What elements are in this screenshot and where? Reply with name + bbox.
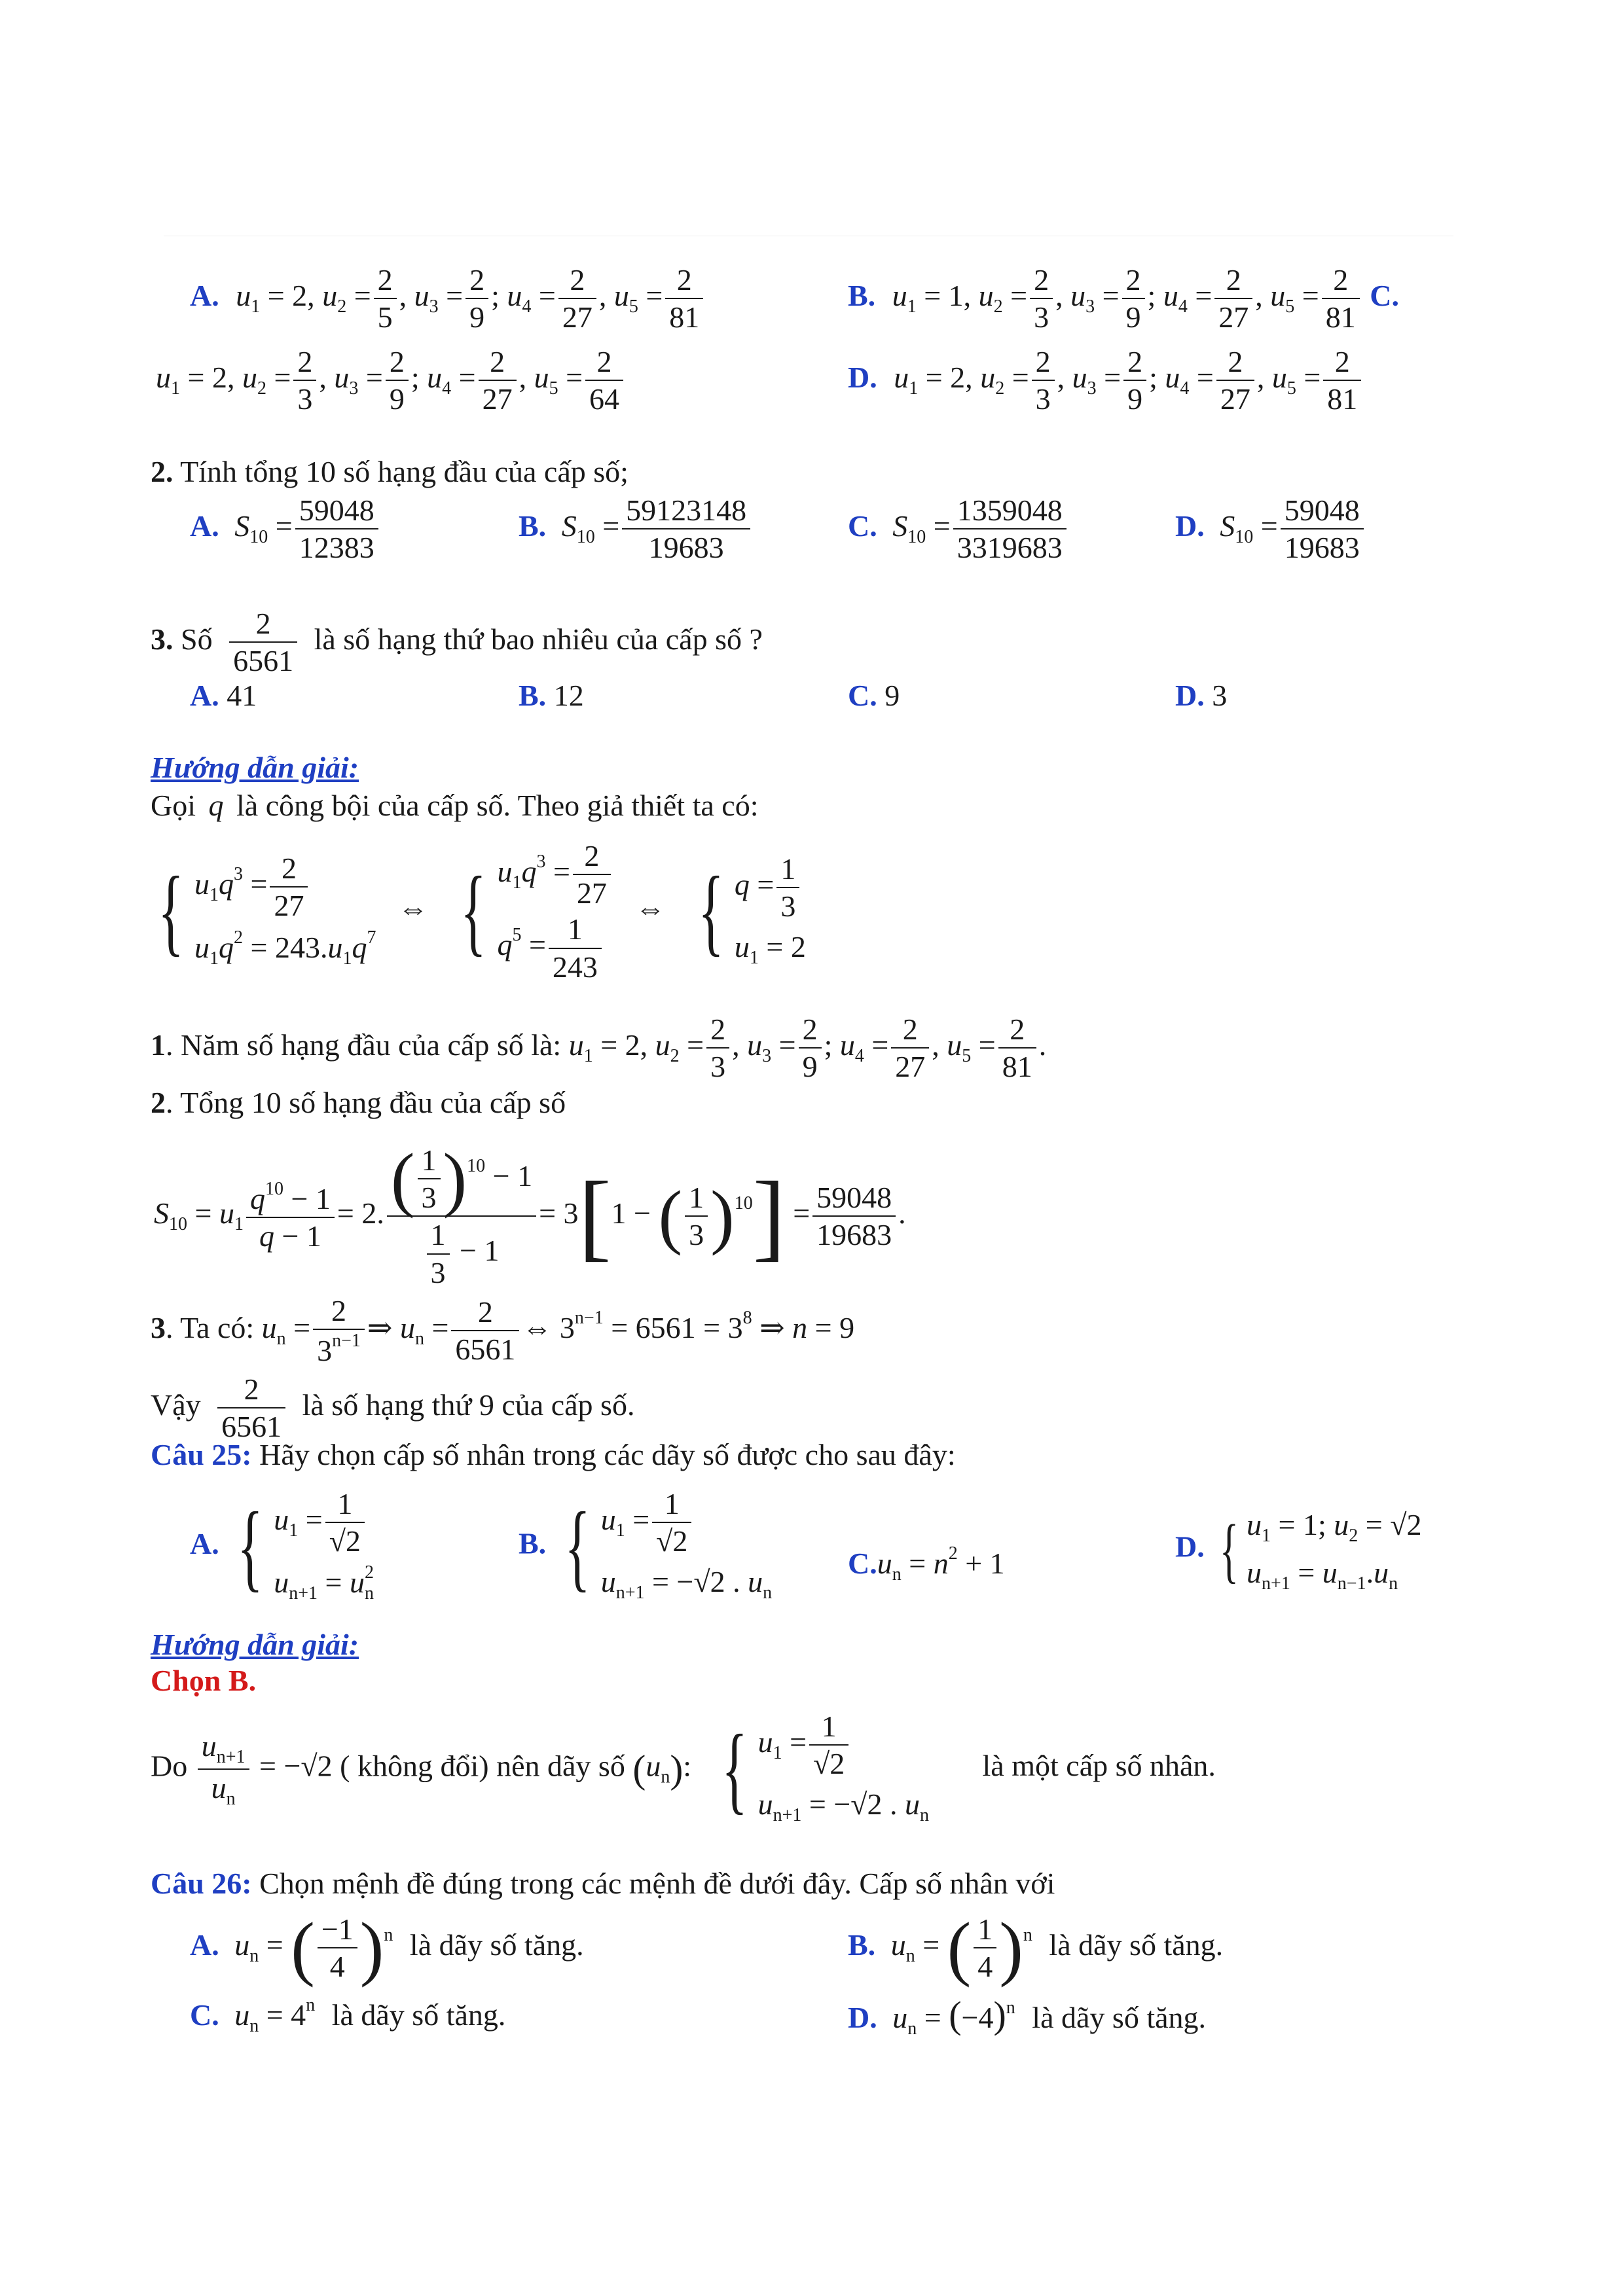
q3-option-c: C. 9 (848, 679, 900, 712)
cau25-answer: Chọn B. (151, 1664, 257, 1697)
cau25-option-c: $C.u_n = n^2 + 1$ (848, 1543, 1005, 1585)
option-label: B. (848, 278, 876, 312)
q2-option-d: D. $S_{10}$ = $\frac{59048}{19683}$ (1175, 492, 1366, 565)
option-label: D. (848, 360, 877, 394)
cau26-option-a: A. $u_n$ = ( $\frac{-1}{4}$ )$^n$ là dãy số tăng. (190, 1908, 584, 1988)
q1-option-a: A. $u_1 = 2$, $u_2$ = $\frac{2}{5}$ , $u_3$ = $\frac{2}{9}$ ; $u_4$ = $\frac{2}{27}$ , $u_5$ = $\frac{2}{81}$ (190, 262, 706, 335)
cau25-option-b: B. { $u_1$ = $\frac{1}{√2}$ $u_{n+1} = -√2$ . $u_n$ (519, 1487, 773, 1604)
cau25-solution-header: Hướng dẫn giải: (151, 1628, 359, 1661)
cau25-explanation: Do $\frac{u_{n+1}}{u_n}$ = −√2 ( không đổi) nên dãy số $(u_n)$: { $u_1$ = $\frac{1}{√2}$ $u_{n+1} = -√2$ . $u_n$ là một cấp số nhân. (151, 1710, 1216, 1826)
q3-option-a: A. 41 (190, 679, 257, 712)
q1-option-d: D. $u_1 = 2$, $u_2$ = $\frac{2}{3}$ , $u_3$ = $\frac{2}{9}$ ; $u_4$ = $\frac{2}{27}$ , $u_5$ = $\frac{2}{81}$ (848, 344, 1364, 417)
q3-option-b: B. 12 (519, 679, 584, 712)
q2-prompt: 2. Tính tổng 10 số hạng đầu của cấp số; (151, 455, 629, 488)
option-label: A. (190, 278, 219, 312)
solution-header: Hướng dẫn giải: (151, 751, 359, 784)
solution-conclusion: Vậy $\frac{2}{6561}$ là số hạng thứ 9 của cấp số. (151, 1372, 635, 1444)
solution-sum-formula: $S_{10} = u_1$ $\frac{q^{10} - 1}{q - 1}$ = 2. ( $\frac{1}{3}$ )$^{10}$ − 1 $\frac{1}{3}$ − 1 = 3[1 − ( $\frac{1}{3}$ )$^{10}$] = $\frac{59048}{19683}$ . (154, 1139, 906, 1289)
q1-option-c: $u_1 = 2$, $u_2$ = $\frac{2}{3}$ , $u_3$ = $\frac{2}{9}$ ; $u_4$ = $\frac{2}{27}$ , $u_5$ = $\frac{2}{64}$ (156, 344, 626, 417)
q2-option-a: A. $S_{10}$ = $\frac{59048}{12383}$ (190, 492, 381, 565)
cau26-option-c: C. $u_n = 4^n$ là dãy số tăng. (190, 1995, 506, 2036)
q3-option-d: D. 3 (1175, 679, 1228, 712)
cau25-prompt: Câu 25: Hãy chọn cấp số nhân trong các dãy số được cho sau đây: (151, 1438, 956, 1471)
q2-option-b: B. $S_{10}$ = $\frac{59123148}{19683}$ (519, 492, 753, 565)
q3-prompt: 3. Số $\frac{2}{6561}$ là số hạng thứ bao nhiêu của cấp số ? (151, 607, 763, 678)
solution-part1: 1. Năm số hạng đầu của cấp số là: $u_1 = 2$, $u_2$ = $\frac{2}{3}$ , $u_3$ = $\frac{2}{9}$ ; $u_4$ = $\frac{2}{27}$ , $u_5$ = $\frac{2}{81}$ . (151, 1013, 1047, 1084)
cau26-prompt: Câu 26: Chọn mệnh đề đúng trong các mệnh đề dưới đây. Cấp số nhân với (151, 1867, 1055, 1900)
solution-intro: Gọi q là công bội của cấp số. Theo giả thiết ta có: (151, 789, 759, 822)
cau26-option-d: D. $u_n = (-4)^n$ là dãy số tăng. (848, 1994, 1207, 2039)
cau25-option-a: A. { $u_1$ = $\frac{1}{√2}$ $u_{n+1} = u_n^2$ (190, 1487, 374, 1604)
solution-system: { $u_1q^3$ = $\frac{2}{27}$ $u_1q^2 = 243.u_1q^7$ ⇔ { $u_1q^3$ = $\frac{2}{27}$ $q^5$ = $\frac{1}{243}$ ⇔ { q = $\frac{1}{3}$ $u_1 = 2$ (158, 839, 806, 984)
option-label: C. (1370, 278, 1399, 312)
q1-option-b: B. $u_1 = 1$, $u_2$ = $\frac{2}{3}$ , $u_3$ = $\frac{2}{9}$ ; $u_4$ = $\frac{2}{27}$ , $u_5$ = $\frac{2}{81}$ C. (848, 263, 1399, 334)
solution-part2: 2. Tổng 10 số hạng đầu của cấp số (151, 1086, 566, 1119)
solution-part3: 3. Ta có: $u_n$ = $\frac{2}{3^{n-1}}$ ⇒ $u_n$ = $\frac{2}{6561}$ ⇔ $3^{n-1} = 6561 = 3^8$ ⇒ n = 9 (151, 1294, 855, 1368)
cau25-option-d: D. { $u_1 = 1$; $u_2 = √2$ $u_{n+1} = u_{n-1}.u_n$ (1175, 1508, 1422, 1594)
cau26-option-b: B. $u_n$ = ( $\frac{1}{4}$ )$^n$ là dãy số tăng. (848, 1908, 1224, 1988)
q2-option-c: C. $S_{10}$ = $\frac{1359048}{3319683}$ (848, 492, 1069, 565)
